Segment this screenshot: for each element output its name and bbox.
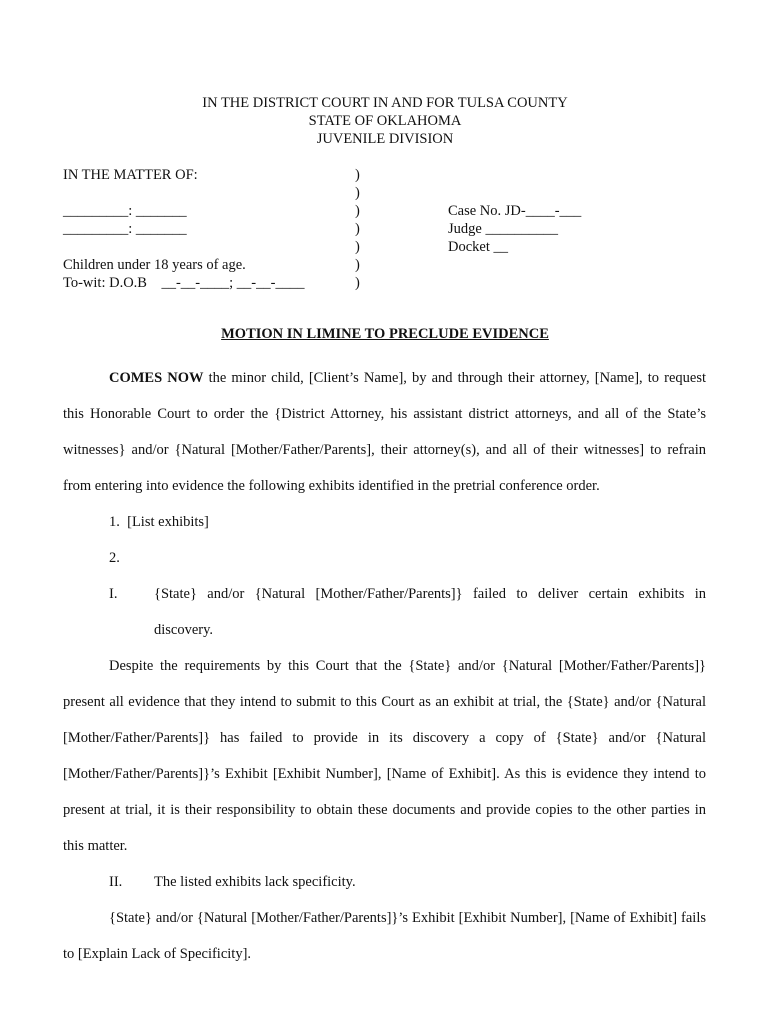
caption-paren: ) (355, 167, 360, 183)
exhibit-list-item-1: 1. [List exhibits] (109, 514, 209, 530)
case-number: Case No. JD-____-___ (448, 203, 582, 219)
intro-text: the minor child, [Client’s Name], by and through their attorney, [Name], to request this Honorable Court to order the {District Attorney, his assistant district attorneys, and all of the State’s witnesses} and/or {Natural [Mother/Father/Parents], their attorney(s), and all of their witnesses] to refrain from entering into evidence the following exhibits identified in the pretrial conference order. (63, 370, 706, 494)
case-info (448, 202, 581, 256)
children-label: Children under 18 years of age. (63, 257, 246, 273)
party-blank-1: _________: _______ (63, 203, 187, 219)
discovery-paragraph: Despite the requirements by this Court that the {State} and/or {Natural [Mother/Father/Parents]} present all evidence that they intend to submit to this Court as an exhibit at trial, the {State} and/or {Natural [Mother/Father/Parents]} has failed to provide in its discovery a copy of {State} and/or {Natural [Mother/Father/Parents]}’s Exhibit [Exhibit Number], [Name of Exhibit]. As this is evidence they intend to present at trial, it is their responsibility to obtain these documents and provide copies to the other parties in this matter. (63, 658, 706, 854)
caption-spacer (63, 238, 304, 256)
caption-divider (355, 166, 360, 292)
caption-paren: ) (355, 185, 360, 201)
judge-line: Judge __________ (448, 221, 558, 237)
docket-line: Docket __ (448, 239, 508, 255)
matter-label: IN THE MATTER OF: (63, 167, 198, 183)
motion-title: MOTION IN LIMINE TO PRECLUDE EVIDENCE (221, 326, 549, 342)
section-2-number: II. (109, 874, 123, 890)
caption-paren: ) (355, 257, 360, 273)
section-2 (63, 864, 706, 900)
court-header-line-1: IN THE DISTRICT COURT IN AND FOR TULSA COUNTY (202, 95, 568, 111)
intro-paragraph (63, 360, 706, 504)
case-caption-parties (63, 166, 304, 292)
motion-body (63, 360, 706, 972)
dob-line: To-wit: D.O.B __-__-____; __-__-____ (63, 275, 305, 291)
caption-paren: ) (355, 239, 360, 255)
court-header-line-2: STATE OF OKLAHOMA (308, 113, 462, 129)
court-header (0, 94, 770, 148)
caption-paren: ) (355, 275, 360, 291)
exhibit-list-item-2: 2. (109, 550, 120, 566)
party-blank-2: _________: _______ (63, 221, 187, 237)
intro-bold: COMES NOW (109, 370, 204, 386)
court-header-line-3: JUVENILE DIVISION (316, 131, 454, 147)
section-2-heading: The listed exhibits lack specificity. (154, 874, 356, 890)
section-1-number: I. (109, 586, 118, 602)
caption-paren: ) (355, 221, 360, 237)
section-1 (63, 576, 706, 648)
caption-spacer (63, 184, 304, 202)
section-1-heading: {State} and/or {Natural [Mother/Father/Parents]} failed to deliver certain exhibits in discovery. (154, 586, 706, 638)
specificity-paragraph: {State} and/or {Natural [Mother/Father/Parents]}’s Exhibit [Exhibit Number], [Name of Exhibit] fails to [Explain Lack of Specificity]. (63, 910, 706, 962)
caption-paren: ) (355, 203, 360, 219)
